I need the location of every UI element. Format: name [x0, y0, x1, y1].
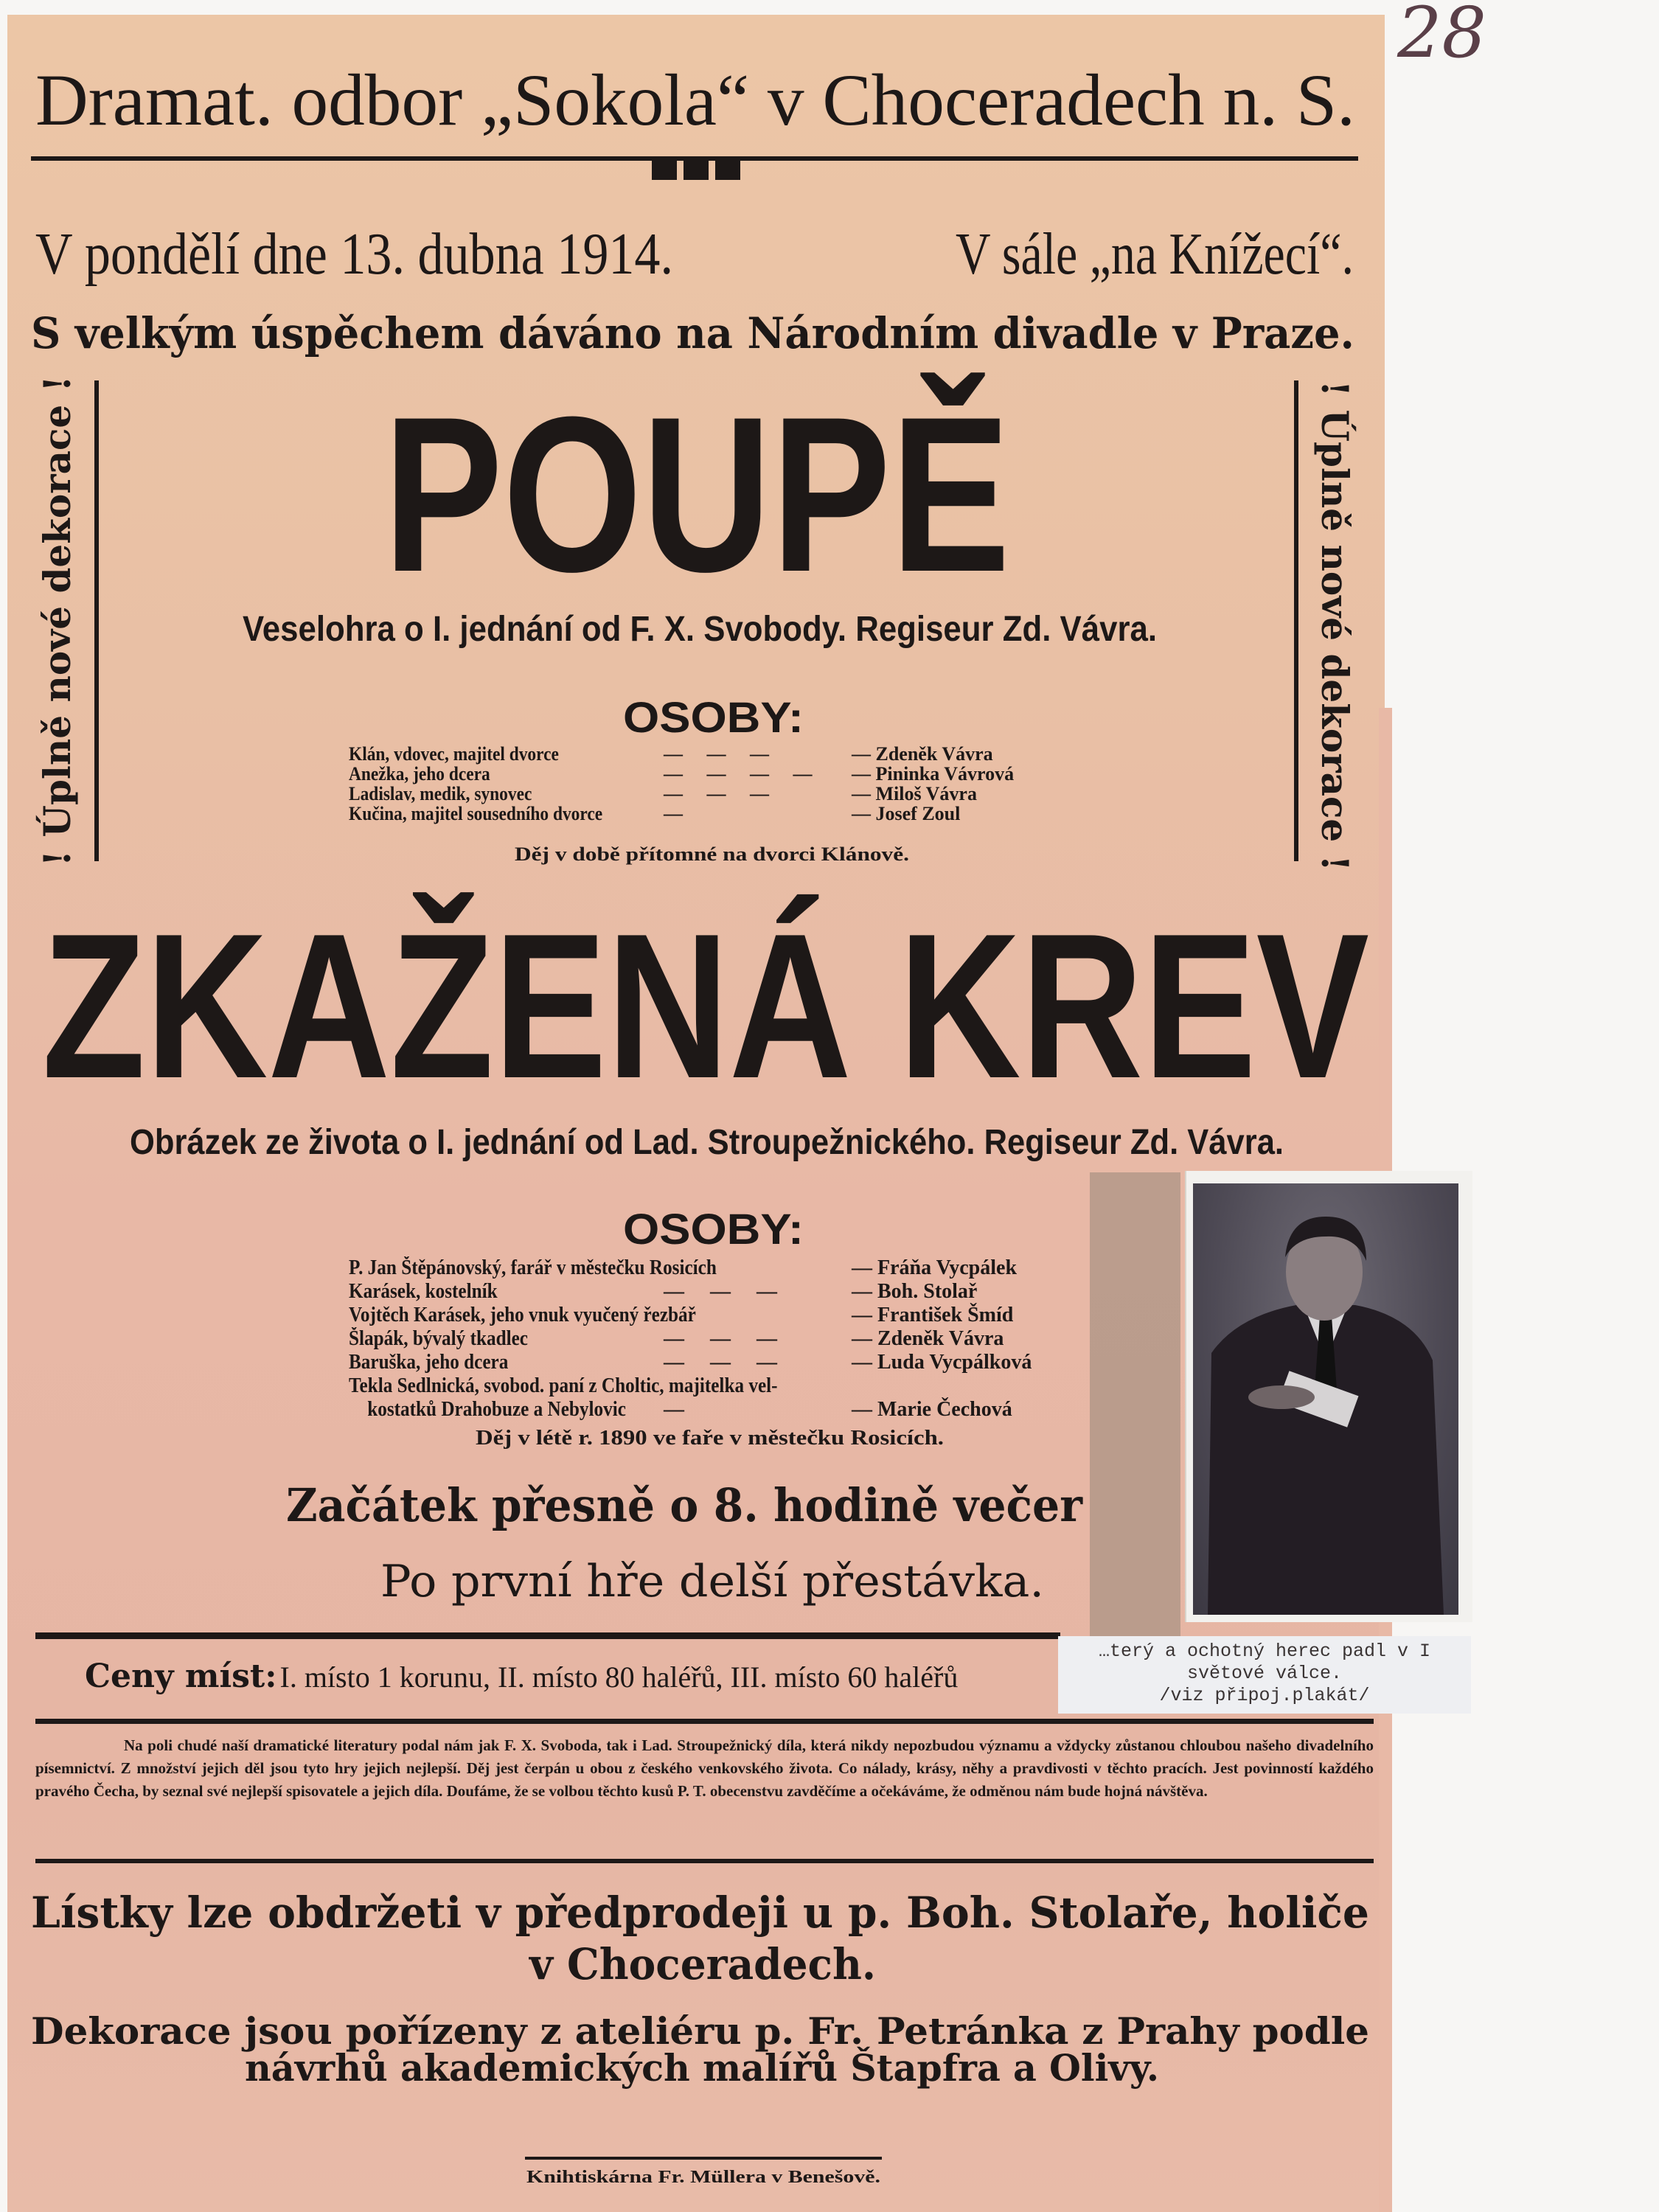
play1-title: POUPĚ — [383, 370, 1010, 618]
adhesive-tape — [1090, 1172, 1180, 1651]
ornament-block — [684, 161, 709, 180]
cast-actor: — Zdeněk Vávra — [852, 743, 993, 765]
cast-role: Klán, vdovec, majitel dvorce — [349, 743, 559, 765]
actor-portrait-photo — [1193, 1183, 1458, 1615]
play1-cast-heading: OSOBY: — [623, 694, 804, 742]
prices — [85, 1658, 958, 1695]
printer-rule — [525, 2157, 882, 2160]
cast-role: Kučina, majitel sousedního dvorce — [349, 803, 603, 824]
right-side-banner: ! Úplně nové dekorace ! — [1313, 380, 1357, 872]
cast-dashes: — — [664, 803, 683, 824]
tickets-rule — [35, 1859, 1374, 1863]
cast-dashes: — — — — [664, 1280, 777, 1303]
tickets-line2: v Choceradech. — [529, 1939, 876, 1989]
left-side-banner: ! Úplně nové dekorace ! — [35, 375, 79, 866]
cast-actor: — Miloš Vávra — [852, 783, 977, 804]
cast-dashes: — — — — [664, 1327, 777, 1350]
play2-setting: Děj v létě r. 1890 ve faře v městečku Rosicích. — [476, 1427, 944, 1450]
description-rule — [35, 1719, 1374, 1724]
decorations-line1: Dekorace jsou pořízeny z ateliéru p. Fr. Petránka z Prahy podle — [31, 2009, 1369, 2053]
cast-dashes: — — [664, 1398, 684, 1421]
ornament-block — [652, 161, 677, 180]
play1-setting: Děj v době přítomné na dvorci Klánově. — [515, 844, 909, 865]
cast-role: Ladislav, medik, synovec — [349, 783, 532, 804]
play2-subtitle: Obrázek ze života o I. jednání od Lad. Stroupežnického. Regiseur Zd. Vávra. — [130, 1123, 1284, 1162]
cast-actor: — Boh. Stolař — [852, 1280, 978, 1303]
cast-actor: — Josef Zoul — [852, 803, 961, 824]
prices-rule — [35, 1632, 1060, 1639]
start-time: Začátek přesně o 8. hodině večer — [286, 1478, 1082, 1532]
prices-text: I. místo 1 korunu, II. místo 80 haléřů, III. místo 60 haléřů — [279, 1660, 959, 1694]
cast-role: Baruška, jeho dcera — [349, 1351, 509, 1374]
cast-role: Šlapák, bývalý tkadlec — [349, 1327, 528, 1350]
printer-imprint: Knihtiskárna Fr. Müllera v Benešově. — [526, 2168, 880, 2187]
cast-actor: — Fráňa Vycpálek — [852, 1256, 1018, 1279]
ornament-block — [715, 161, 740, 180]
cast-dashes: — — — — [664, 1351, 777, 1374]
play2-cast-heading: OSOBY: — [623, 1206, 804, 1253]
decorations-line2: návrhů akademických malířů Štapfra a Olivy. — [245, 2046, 1159, 2090]
play1-subtitle: Veselohra o I. jednání od F. X. Svobody. Regiseur Zd. Vávra. — [243, 610, 1157, 649]
cast-dashes: — — — — [664, 783, 769, 804]
cast-role: Karásek, kostelník — [349, 1280, 498, 1303]
cast-role: Vojtěch Karásek, jeho vnuk vyučený řezbář — [349, 1304, 696, 1326]
photo-caption — [1058, 1636, 1471, 1714]
caption-line2: světové válce. — [1186, 1663, 1343, 1684]
cast-actor: — Marie Čechová — [852, 1398, 1012, 1421]
cast-role: Tekla Sedlnická, svobod. paní z Choltic, majitelka vel- — [349, 1374, 778, 1397]
venue: V sále „na Knížecí“. — [956, 222, 1354, 287]
cast-actor: — Zdeněk Vávra — [852, 1327, 1004, 1350]
cast-role: Anežka, jeho dcera — [349, 763, 490, 785]
intermission: Po první hře delší přestávka. — [380, 1556, 1044, 1607]
play2-title: ZKAŽENÁ KREV — [42, 891, 1369, 1121]
tickets-line1: Lístky lze obdržeti v předprodeji u p. Boh. Stolaře, holiče — [31, 1888, 1369, 1938]
cast-role: kostatků Drahobuze a Nebylovic — [349, 1398, 626, 1421]
organizer-title: Dramat. odbor „Sokola“ v Choceradech n. S. — [35, 59, 1355, 141]
cast-role: P. Jan Štěpánovský, farář v městečku Rosicích — [349, 1256, 717, 1279]
cast-dashes: — — — — — [664, 763, 813, 785]
prices-label: Ceny míst: — [85, 1658, 277, 1695]
cast-actor: — František Šmíd — [852, 1304, 1014, 1326]
cast-actor: — Pininka Vávrová — [852, 763, 1015, 785]
caption-line3: /viz připoj.plakát/ — [1159, 1685, 1370, 1706]
left-border — [94, 380, 99, 861]
tagline: S velkým úspěchem dáváno na Národním divadle v Praze. — [31, 308, 1354, 358]
performance-date: V pondělí dne 13. dubna 1914. — [35, 222, 673, 287]
cast-dashes: — — — — [664, 743, 769, 765]
caption-line1: …terý a ochotný herec padl v I — [1098, 1641, 1431, 1662]
archive-number: 28 — [1397, 0, 1486, 74]
right-border — [1294, 380, 1298, 861]
cast-actor: — Luda Vycpálková — [852, 1351, 1032, 1374]
description-paragraph: Na poli chudé naší dramatické literatury podal nám jak F. X. Svoboda, tak i Lad. Stroupežnický díla, která nikdy nepozbudou významu a vždycky zůstanou chloubou našeho divadelního písemnictví. Z množství jejich děl jsou tyto hry jejich nejlepší. Děj jest čerpán u obou z českého venkovského života. Co nálady, krásy, něhy a pravdivosti v těchto pracích. Jest povinností každého pravého Čecha, by seznal své nejlepší spisovatele a jejich díla. Doufáme, že se volbou těchto kusů P. T. obecenstvu zavděčíme a očekáváme, že odměnou nám bude hojná návštěva. — [35, 1736, 1374, 1800]
